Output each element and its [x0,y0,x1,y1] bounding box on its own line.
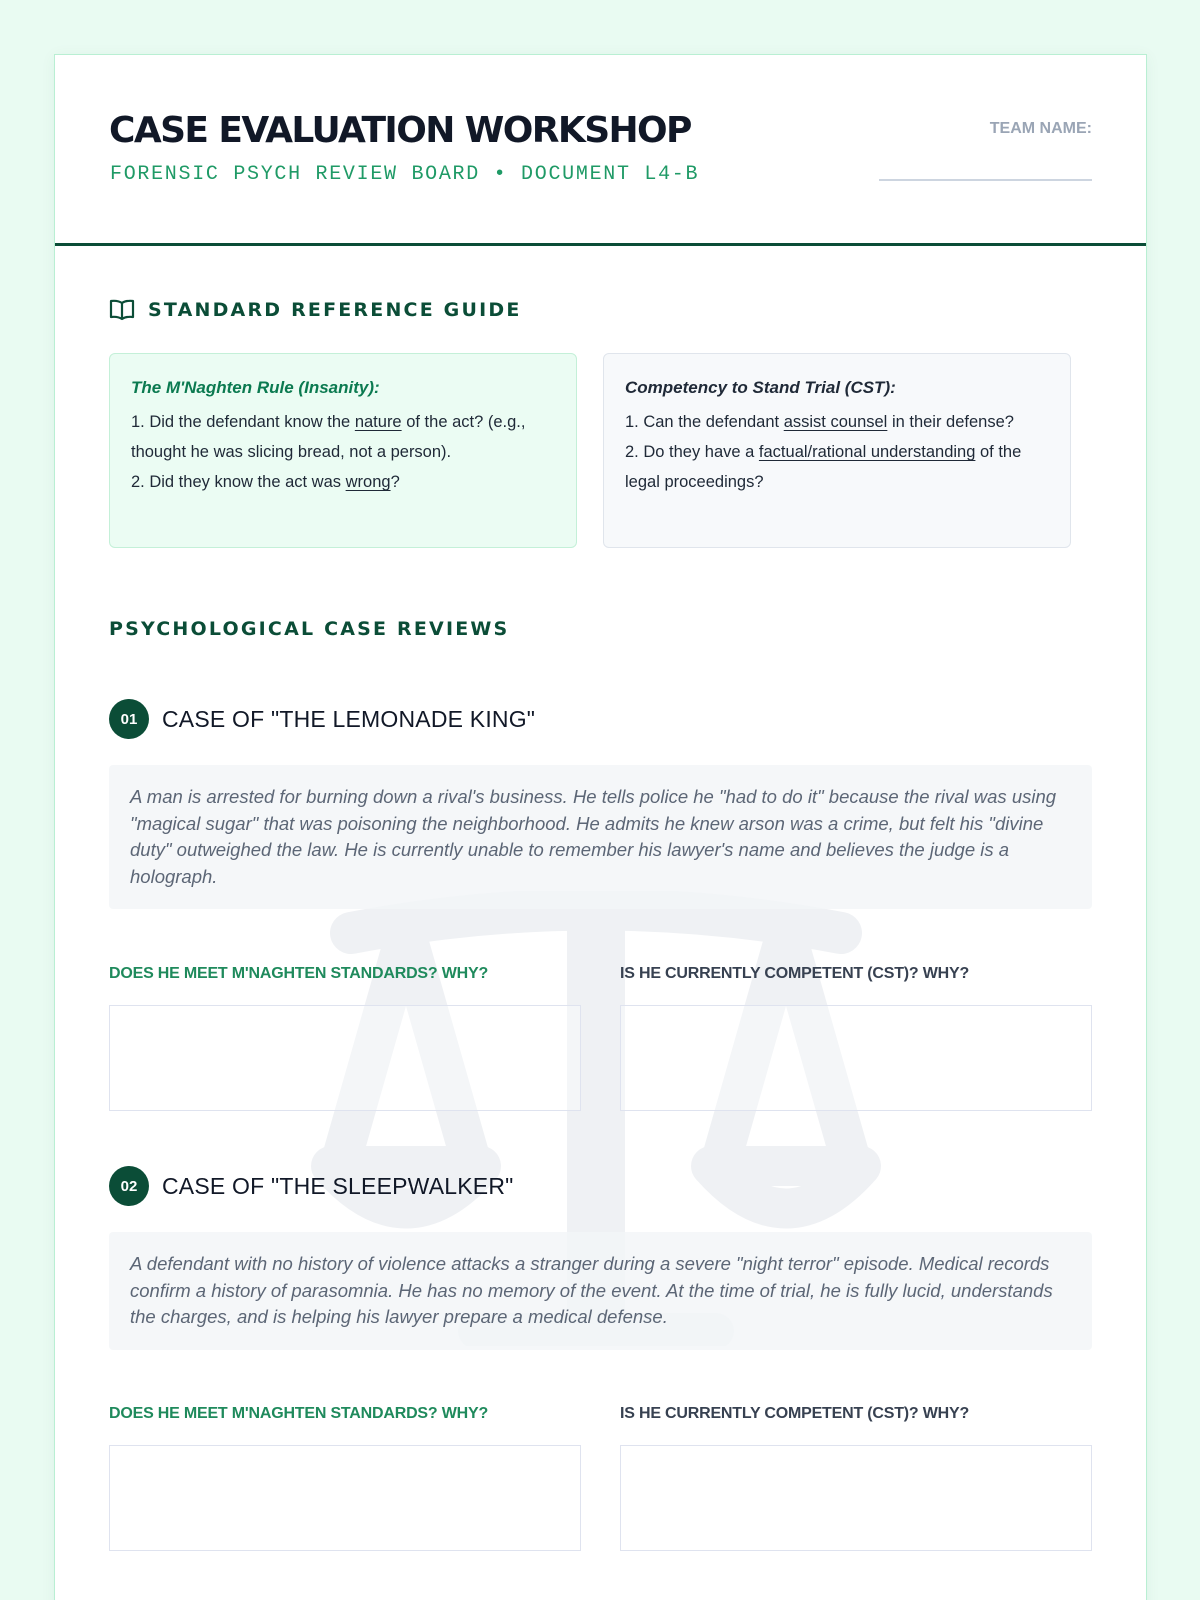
case-reviews-heading: PSYCHOLOGICAL CASE REVIEWS [109,618,510,640]
competency-card [603,353,1071,548]
mnaghten-rule-title: The M'Naghten Rule (Insanity): [131,378,380,397]
case-number-badge: 02 [109,1166,149,1206]
case-1-mnaghten-answer-box[interactable] [109,1005,581,1111]
case-title: CASE OF "THE SLEEPWALKER" [162,1172,514,1199]
mnaghten-rule-card [109,353,577,548]
case-2-mnaghten-question: DOES HE MEET M'NAGHTEN STANDARDS? WHY? [109,1405,489,1422]
case-1-header [109,699,535,739]
case-2-header [109,1166,514,1206]
reference-guide-heading-text: STANDARD REFERENCE GUIDE [148,299,522,321]
team-name-field[interactable] [879,179,1092,181]
case-title: CASE OF "THE LEMONADE KING" [162,705,536,732]
case-1-mnaghten-question: DOES HE MEET M'NAGHTEN STANDARDS? WHY? [109,965,489,982]
page-title: CASE EVALUATION WORKSHOP [109,110,691,151]
case-2-cst-question: IS HE CURRENTLY COMPETENT (CST)? WHY? [620,1405,970,1422]
case-1-scenario: A man is arrested for burning down a rival's business. He tells police he "had to do it" because the rival was using "magical sugar" that was poisoning the neighborhood. He admits he knew arson was a crime, but felt his "divine duty" outweighed the law. He is currently unable to remember his lawyer's name and believes the judge is a holograph. [109,765,1092,909]
worksheet [54,54,1147,1600]
case-1-cst-answer-box[interactable] [620,1005,1092,1111]
case-2-cst-answer-box[interactable] [620,1445,1092,1551]
case-1-cst-question: IS HE CURRENTLY COMPETENT (CST)? WHY? [620,965,970,982]
mnaghten-question-1: 1. Did the defendant know the nature of the act? (e.g., thought he was slicing bread, not a person). [131,413,526,461]
team-name-label: TEAM NAME: [989,120,1092,137]
open-book-icon [109,299,135,321]
mnaghten-question-2: 2. Did they know the act was wrong? [131,473,400,491]
case-2-scenario: A defendant with no history of violence attacks a stranger during a severe "night terror" episode. Medical records confirm a history of parasomnia. He has no memory of the event. At the time of trial, he is fully lucid, understands the charges, and is helping his lawyer prepare a medical defense. [109,1232,1092,1350]
case-number-badge: 01 [109,699,149,739]
reference-guide-heading [109,299,522,321]
worksheet-header [55,55,1146,246]
competency-question-2: 2. Do they have a factual/rational understanding of the legal proceedings? [625,443,1022,491]
case-2-mnaghten-answer-box[interactable] [109,1445,581,1551]
competency-title: Competency to Stand Trial (CST): [625,378,896,397]
page-subtitle: FORENSIC PSYCH REVIEW BOARD • DOCUMENT L4-B [110,163,700,186]
competency-question-1: 1. Can the defendant assist counsel in their defense? [625,413,1014,431]
